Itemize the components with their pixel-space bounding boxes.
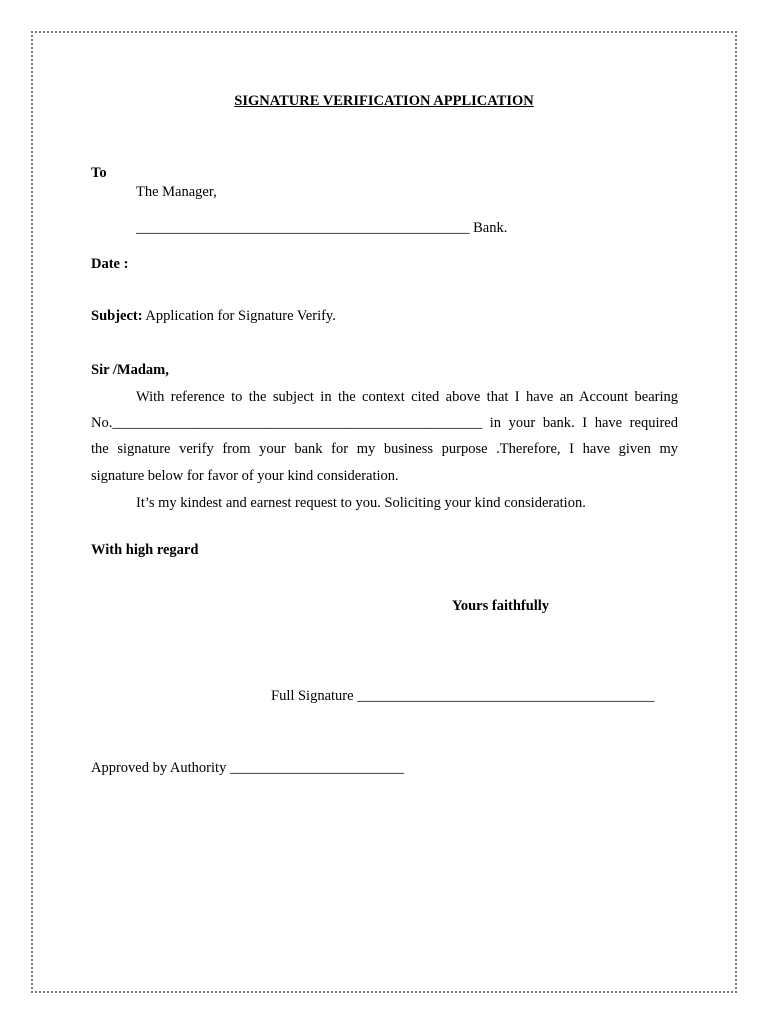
body-line-1: With reference to the subject in the context cited above that I have an Account bearing [136,389,678,405]
closing-line: Yours faithfully [452,598,550,614]
regard-line: With high regard [91,542,199,558]
to-label: To [91,165,107,181]
date-label: Date : [91,256,129,272]
recipient-line: The Manager, [136,184,217,200]
full-signature-line: Full Signature _________________________________________ [271,688,655,704]
subject-text: Application for Signature Verify. [142,308,336,324]
subject-line [91,307,336,325]
subject-label: Subject: [91,308,143,324]
document-title: SIGNATURE VERIFICATION APPLICATION [234,93,534,109]
request-line: It’s my kindest and earnest request to you. Soliciting your kind consideration. [136,495,586,511]
body-line-3: the signature verify from your bank for my business purpose .Therefore, I have given my [91,441,678,457]
bank-name-line: ______________________________________________ Bank. [136,220,508,236]
salutation: Sir /Madam, [91,362,169,378]
approval-line: Approved by Authority ________________________ [91,760,404,776]
page-border [31,31,737,993]
body-line-2: No.___________________________________________________ in your bank. I have required [91,415,678,431]
body-line-4: signature below for favor of your kind consideration. [91,468,399,484]
